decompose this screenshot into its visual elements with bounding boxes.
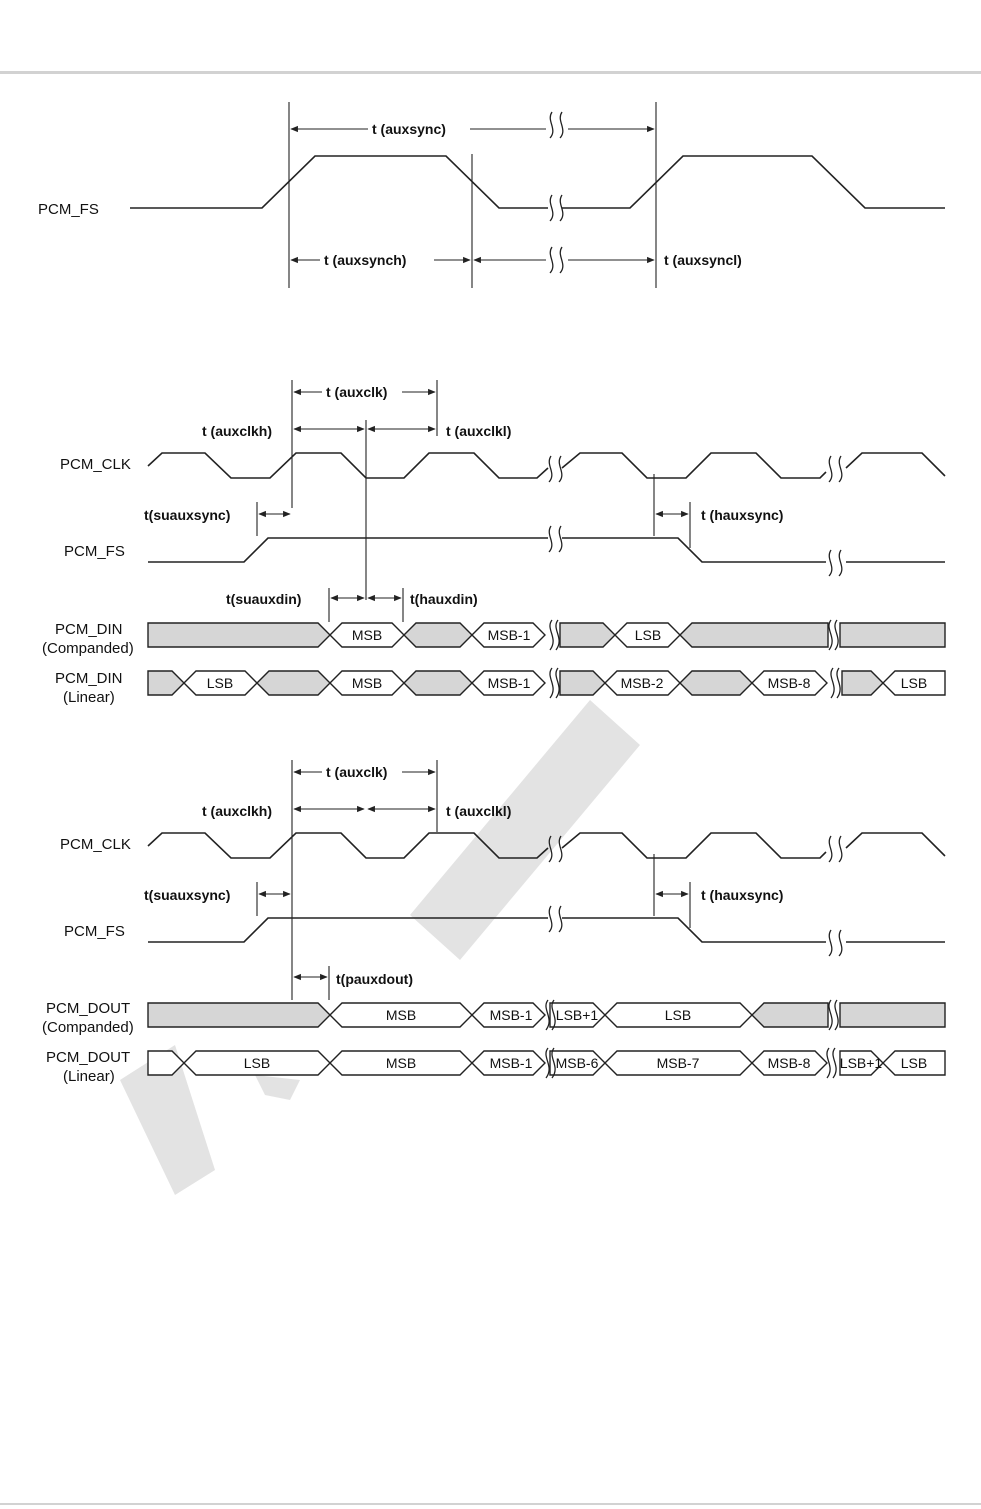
- t-auxsyncl-label: t (auxsyncl): [664, 252, 742, 268]
- dout-t-auxclk-label: t (auxclk): [326, 764, 388, 780]
- din-lin-break-a: [550, 668, 553, 698]
- din-lin-break-d: [837, 668, 840, 698]
- dout-lin-cell-text: MSB-8: [767, 1055, 811, 1071]
- din-comp-cell-text: MSB-1: [487, 627, 531, 643]
- dout-fs-waveform: [148, 918, 945, 942]
- din-lin-cell-text: MSB-1: [487, 675, 531, 691]
- dout-comp-label-line1: PCM_DOUT: [46, 1000, 131, 1017]
- dout-lin-cell-text: LSB+1: [839, 1055, 883, 1071]
- din-comp-seg-gray-1: [404, 623, 472, 647]
- din-comp-label-line1: PCM_DIN: [55, 621, 123, 638]
- dout-comp-cell-text: MSB-1: [489, 1007, 533, 1023]
- fs-break-bottom: [550, 247, 563, 273]
- fs-signal-label: PCM_FS: [38, 201, 99, 218]
- din-timing-diagram: [42, 380, 945, 706]
- fs-break-top: [550, 112, 563, 138]
- din-clk-waveform: [148, 453, 945, 478]
- dout-t-auxclkl-label: t (auxclkl): [446, 803, 512, 819]
- dout-comp-break-a: [546, 1000, 549, 1030]
- t-auxsynch-label: t (auxsynch): [324, 252, 407, 268]
- din-lin-cell-text: LSB: [900, 675, 928, 691]
- din-t-auxclk-label: t (auxclk): [326, 384, 388, 400]
- t-auxsync-label: t (auxsync): [372, 121, 446, 137]
- din-lin-label-line1: PCM_DIN: [55, 670, 123, 687]
- dout-comp-cell-text: LSB: [664, 1007, 692, 1023]
- din-lin-label-line2: (Linear): [63, 689, 115, 706]
- din-t-auxclkh-label: t (auxclkh): [202, 423, 273, 439]
- din-lin-seg-gray-1: [257, 671, 330, 695]
- fs-break-mid: [550, 195, 563, 221]
- din-clk-break-2: [829, 456, 842, 482]
- din-lin-seg-gray-0: [148, 671, 184, 695]
- din-lin-cell-text: LSB: [206, 675, 234, 691]
- dout-t-hauxsync-label: t (hauxsync): [701, 887, 784, 903]
- dout-comp-break-d: [835, 1000, 838, 1030]
- dout-fs-signal-label: PCM_FS: [64, 923, 125, 940]
- din-comp-seg-idle: [148, 623, 330, 647]
- dout-t-suauxsync-label: t(suauxsync): [144, 887, 231, 903]
- dout-comp-seg-gray-1: [752, 1003, 828, 1027]
- dout-t-pauxdout-label: t(pauxdout): [336, 971, 413, 987]
- dout-fs-break-2: [829, 930, 842, 956]
- din-comp-break-b: [556, 620, 559, 650]
- dout-companded-bus: [148, 1000, 945, 1030]
- dout-lin-cell-text: MSB-7: [656, 1055, 700, 1071]
- din-t-hauxdin-label: t(hauxdin): [410, 591, 478, 607]
- dout-lin-break-d: [833, 1048, 836, 1078]
- dout-fs-break-1: [549, 906, 562, 932]
- din-lin-cell-text: MSB-8: [767, 675, 811, 691]
- din-lin-cell-text: MSB-2: [620, 675, 664, 691]
- dout-comp-cell-text: MSB: [385, 1007, 417, 1023]
- dout-lin-break-a: [546, 1048, 549, 1078]
- dout-lin-cell-text: LSB: [900, 1055, 928, 1071]
- din-linear-bus: [148, 668, 945, 698]
- din-fs-waveform: [148, 538, 945, 562]
- dout-lin-cell-text: MSB-1: [489, 1055, 533, 1071]
- din-lin-break-c: [831, 668, 834, 698]
- dout-clk-signal-label: PCM_CLK: [60, 836, 131, 853]
- dout-lin-label-line1: PCM_DOUT: [46, 1049, 131, 1066]
- dout-comp-cell-text: LSB+1: [555, 1007, 599, 1023]
- dout-comp-seg-idle: [148, 1003, 330, 1027]
- dout-lin-label-line2: (Linear): [63, 1068, 115, 1085]
- din-comp-cell-text: MSB: [351, 627, 383, 643]
- din-fs-break-2: [829, 550, 842, 576]
- dout-comp-seg-gray-2: [840, 1003, 945, 1027]
- dout-timing-diagram: [42, 760, 945, 1085]
- din-comp-break-c: [829, 620, 832, 650]
- din-lin-seg-gray-5: [842, 671, 883, 695]
- dout-t-auxclkh-label: t (auxclkh): [202, 803, 273, 819]
- din-comp-seg-gray-2: [560, 623, 615, 647]
- din-comp-cell-text: LSB: [634, 627, 662, 643]
- dout-linear-bus: [148, 1048, 945, 1078]
- din-comp-seg-gray-3: [680, 623, 828, 647]
- dout-comp-label-line2: (Companded): [42, 1019, 134, 1036]
- din-companded-bus: [148, 620, 945, 650]
- din-lin-break-b: [556, 668, 559, 698]
- din-lin-seg-gray-3: [560, 671, 605, 695]
- din-comp-break-d: [835, 620, 838, 650]
- din-lin-seg-gray-4: [680, 671, 752, 695]
- din-lin-seg-gray-2: [404, 671, 472, 695]
- dout-lin-cell-text: MSB: [385, 1055, 417, 1071]
- dout-lin-cell-text: LSB: [243, 1055, 271, 1071]
- din-t-auxclkl-label: t (auxclkl): [446, 423, 512, 439]
- fs-timing-diagram: [38, 102, 945, 288]
- dout-comp-break-c: [829, 1000, 832, 1030]
- din-t-suauxdin-label: t(suauxdin): [226, 591, 302, 607]
- dout-clk-break-2: [829, 836, 842, 862]
- din-comp-label-line2: (Companded): [42, 640, 134, 657]
- din-clk-signal-label: PCM_CLK: [60, 456, 131, 473]
- fs-waveform: [130, 156, 945, 208]
- dout-lin-cell-text: MSB-6: [555, 1055, 599, 1071]
- din-lin-cell-text: MSB: [351, 675, 383, 691]
- din-t-hauxsync-label: t (hauxsync): [701, 507, 784, 523]
- din-comp-seg-gray-4: [840, 623, 945, 647]
- din-comp-break-a: [550, 620, 553, 650]
- din-clk-break-1: [549, 456, 562, 482]
- din-t-suauxsync-label: t(suauxsync): [144, 507, 231, 523]
- din-fs-break-1: [549, 526, 562, 552]
- din-fs-signal-label: PCM_FS: [64, 543, 125, 560]
